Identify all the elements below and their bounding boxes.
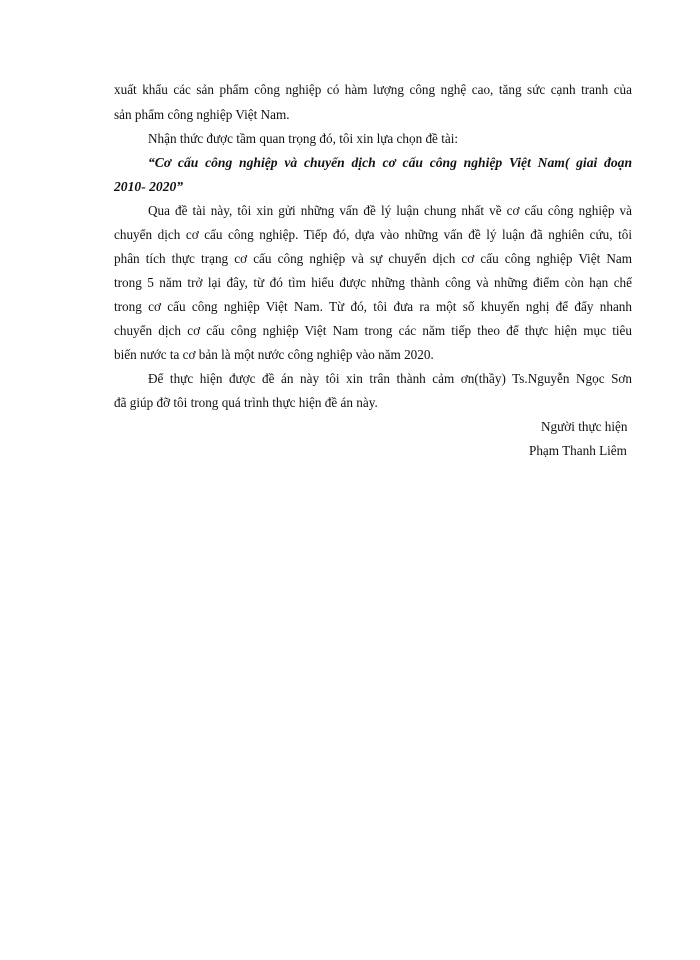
paragraph-line-3: Qua đề tài này, tôi xin gửi những vấn đề lý luận chung nhất về cơ cấu công nghiệp và <box>148 203 632 218</box>
paragraph-line-9: biến nước ta cơ bản là một nước công nghiệp vào năm 2020. <box>114 347 434 362</box>
signature-name: Phạm Thanh Liêm <box>529 443 627 458</box>
paragraph-line-1: xuất khẩu các sản phẩm công nghiệp có hàm lượng công nghệ cao, tăng sức cạnh tranh của <box>114 82 632 97</box>
paragraph-line-2: sản phẩm công nghiệp Việt Nam. <box>114 107 290 122</box>
paragraph-line-5: phân tích thực trạng cơ cấu công nghiệp và sự chuyển dịch cơ cấu công nghiệp Việt Nam <box>114 251 632 266</box>
topic-title-line-2: 2010- 2020” <box>114 179 184 194</box>
topic-title-line-1: “Cơ cấu công nghiệp và chuyển dịch cơ cấu công nghiệp Việt Nam( giai đoạn <box>148 155 632 170</box>
paragraph-line-7: trong cơ cấu công nghiệp Việt Nam. Từ đó, tôi đưa ra một số khuyến nghị để đẩy nhanh <box>114 299 632 314</box>
topic-intro-line: Nhận thức được tầm quan trọng đó, tôi xin lựa chọn đề tài: <box>148 131 459 146</box>
signature-role: Người thực hiện <box>541 419 628 434</box>
acknowledgement-line-1: Để thực hiện được đề án này tôi xin trân thành cảm ơn(thầy) Ts.Nguyễn Ngọc Sơn <box>148 371 632 386</box>
acknowledgement-line-2: đã giúp đỡ tôi trong quá trình thực hiện đề án này. <box>114 395 378 410</box>
paragraph-line-8: chuyển dịch cơ cấu công nghiệp Việt Nam trong các năm tiếp theo để thực hiện mục tiêu <box>114 323 632 338</box>
paragraph-line-6: trong 5 năm trở lại đây, từ đó tìm hiểu được những thành công và những điểm còn hạn chế <box>114 275 632 290</box>
paragraph-line-4: chuyển dịch cơ cấu công nghiệp. Tiếp đó, dựa vào những vấn đề lý luận đã nghiên cứu, tôi <box>114 227 632 242</box>
